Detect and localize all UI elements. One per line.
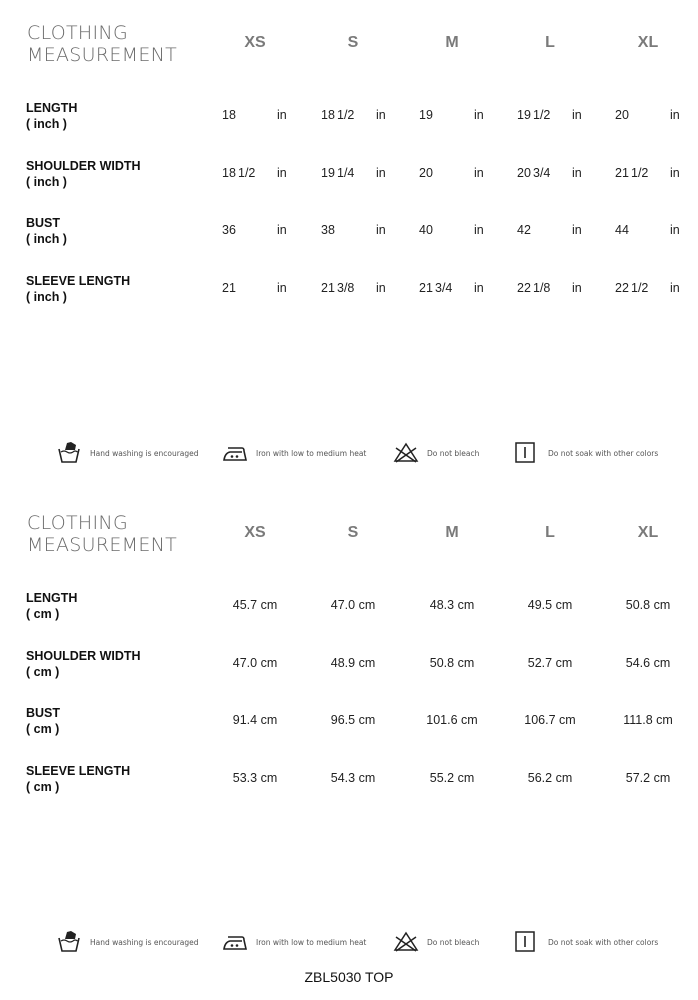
whole-value: 18 (222, 108, 236, 122)
measurement-cell: 48.3 cm (429, 598, 475, 612)
fraction-value: 1/2 (631, 281, 649, 295)
row-label (26, 100, 77, 132)
care-text: Hand washing is encouraged (90, 449, 199, 458)
measurement-cell: 96.5 cm (330, 713, 376, 727)
whole-value: 22 (517, 281, 531, 295)
measurement-cell (615, 108, 685, 124)
measurement-cell: 47.0 cm (232, 656, 278, 670)
measurement-unit: ( inch ) (26, 290, 67, 304)
unit-value: in (277, 223, 287, 237)
measurement-cell (222, 108, 292, 124)
whole-value: 21 (419, 281, 433, 295)
title-line: MEASUREMENT (27, 534, 178, 556)
fraction-value: 1/2 (533, 108, 551, 122)
measurement-unit: ( cm ) (26, 722, 60, 736)
unit-value: in (474, 281, 484, 295)
fraction-value: 1/8 (533, 281, 551, 295)
measurement-cell (517, 281, 587, 297)
measurement-cell: 56.2 cm (527, 771, 573, 785)
measurement-name: BUST (26, 216, 61, 230)
care-text: Iron with low to medium heat (256, 938, 367, 947)
measurement-cell (615, 166, 685, 182)
size-header-xs: XS (244, 524, 266, 541)
whole-value: 19 (517, 108, 531, 122)
unit-value: in (670, 281, 680, 295)
size-header-xl: XL (637, 524, 659, 541)
row-label (26, 648, 141, 680)
measurement-unit: ( cm ) (26, 607, 60, 621)
whole-value: 44 (615, 223, 629, 237)
whole-value: 21 (222, 281, 236, 295)
page-title (27, 22, 177, 66)
measurement-cell (517, 108, 587, 124)
fraction-value: 1/2 (631, 166, 649, 180)
care-text: Do not soak with other colors (548, 449, 659, 458)
measurement-name: SLEEVE LENGTH (26, 764, 131, 778)
fraction-value: 1/2 (337, 108, 355, 122)
unit-value: in (572, 281, 582, 295)
measurement-unit: ( cm ) (26, 780, 60, 794)
size-header-xl: XL (637, 34, 659, 51)
size-header-l: L (545, 34, 555, 51)
unit-value: in (474, 166, 484, 180)
size-header-m: M (445, 524, 459, 541)
whole-value: 22 (615, 281, 629, 295)
measurement-cell: 50.8 cm (429, 656, 475, 670)
measurement-cell (222, 281, 292, 297)
row-label (26, 273, 130, 305)
fraction-value: 3/4 (533, 166, 551, 180)
measurement-name: BUST (26, 706, 61, 720)
whole-value: 20 (517, 166, 531, 180)
unit-value: in (277, 281, 287, 295)
measurement-cell (517, 223, 587, 239)
whole-value: 40 (419, 223, 433, 237)
care-text: Do not bleach (427, 449, 480, 458)
measurement-cell: 91.4 cm (232, 713, 278, 727)
title-line: CLOTHING (27, 512, 128, 534)
fraction-value: 1/4 (337, 166, 355, 180)
measurement-cell: 47.0 cm (330, 598, 376, 612)
measurement-cell: 45.7 cm (232, 598, 278, 612)
row-label (26, 705, 60, 737)
unit-value: in (376, 108, 386, 122)
measurement-cell: 111.8 cm (623, 713, 673, 727)
measurement-unit: ( inch ) (26, 175, 67, 189)
unit-value: in (572, 108, 582, 122)
whole-value: 19 (419, 108, 433, 122)
measurement-cell (321, 108, 391, 124)
measurement-name: SHOULDER WIDTH (26, 159, 141, 173)
title-line: CLOTHING (27, 22, 128, 44)
measurement-cell (615, 223, 685, 239)
unit-value: in (376, 223, 386, 237)
whole-value: 20 (419, 166, 433, 180)
measurement-cell: 106.7 cm (524, 713, 576, 727)
care-text: Iron with low to medium heat (256, 449, 367, 458)
fraction-value: 1/2 (238, 166, 256, 180)
whole-value: 18 (321, 108, 335, 122)
whole-value: 42 (517, 223, 531, 237)
measurement-cell (517, 166, 587, 182)
title-line: MEASUREMENT (27, 44, 178, 66)
unit-value: in (572, 223, 582, 237)
whole-value: 18 (222, 166, 236, 180)
measurement-cell (419, 223, 489, 239)
unit-value: in (670, 223, 680, 237)
measurement-cell: 55.2 cm (429, 771, 475, 785)
measurement-name: LENGTH (26, 591, 78, 605)
measurement-cell: 101.6 cm (426, 713, 478, 727)
measurement-cell: 49.5 cm (527, 598, 573, 612)
whole-value: 36 (222, 223, 236, 237)
measurement-name: SHOULDER WIDTH (26, 649, 141, 663)
unit-value: in (277, 166, 287, 180)
fraction-value: 3/4 (435, 281, 453, 295)
whole-value: 19 (321, 166, 335, 180)
measurement-cell (419, 166, 489, 182)
measurement-cell: 53.3 cm (232, 771, 278, 785)
unit-value: in (670, 108, 680, 122)
product-code: ZBL5030 TOP (304, 969, 394, 985)
whole-value: 21 (321, 281, 335, 295)
unit-value: in (474, 223, 484, 237)
care-text: Do not soak with other colors (548, 938, 659, 947)
measurement-unit: ( inch ) (26, 117, 67, 131)
unit-value: in (572, 166, 582, 180)
measurement-cell (419, 281, 489, 297)
measurement-cell (321, 223, 391, 239)
measurement-unit: ( inch ) (26, 232, 67, 246)
measurement-cell (419, 108, 489, 124)
whole-value: 21 (615, 166, 629, 180)
care-instructions-row (0, 929, 698, 959)
size-header-m: M (445, 34, 459, 51)
page-title (27, 512, 177, 556)
measurement-cell: 50.8 cm (625, 598, 671, 612)
unit-value: in (376, 281, 386, 295)
measurement-cell: 52.7 cm (527, 656, 573, 670)
row-label (26, 158, 141, 190)
measurement-cell: 57.2 cm (625, 771, 671, 785)
row-label (26, 763, 130, 795)
care-text: Do not bleach (427, 938, 480, 947)
measurement-cell (321, 166, 391, 182)
measurement-cell: 54.6 cm (625, 656, 671, 670)
measurement-cell (222, 223, 292, 239)
measurement-cell: 48.9 cm (330, 656, 376, 670)
care-text: Hand washing is encouraged (90, 938, 199, 947)
row-label (26, 215, 67, 247)
fraction-value: 3/8 (337, 281, 355, 295)
care-instructions-row (0, 440, 698, 470)
measurement-cell: 54.3 cm (330, 771, 376, 785)
size-header-l: L (545, 524, 555, 541)
measurement-cell (321, 281, 391, 297)
measurement-cell (222, 166, 292, 182)
size-header-s: S (347, 524, 359, 541)
size-header-xs: XS (244, 34, 266, 51)
measurement-cell (615, 281, 685, 297)
unit-value: in (474, 108, 484, 122)
unit-value: in (277, 108, 287, 122)
whole-value: 38 (321, 223, 335, 237)
size-header-s: S (347, 34, 359, 51)
measurement-name: SLEEVE LENGTH (26, 274, 131, 288)
unit-value: in (376, 166, 386, 180)
measurement-name: LENGTH (26, 101, 78, 115)
measurement-unit: ( cm ) (26, 665, 60, 679)
unit-value: in (670, 166, 680, 180)
row-label (26, 590, 77, 622)
whole-value: 20 (615, 108, 629, 122)
